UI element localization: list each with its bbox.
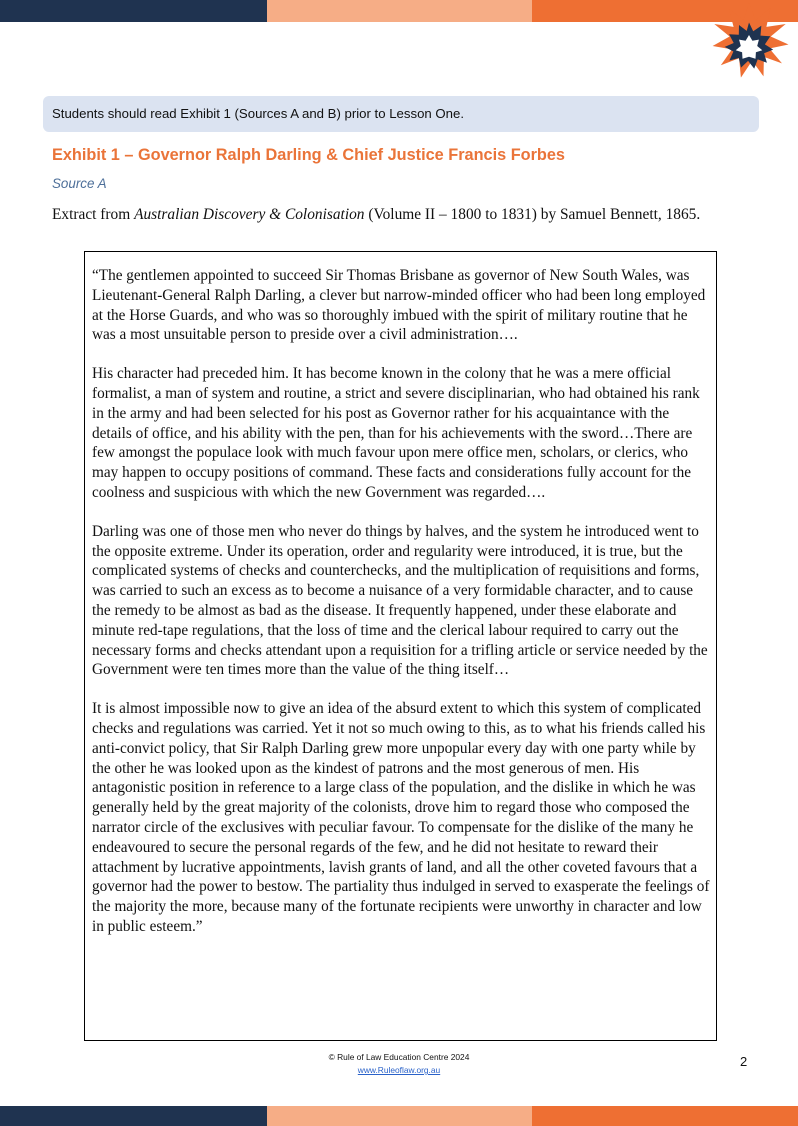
quote-box	[84, 251, 717, 1041]
extract-citation	[52, 205, 752, 225]
starburst-logo-icon	[700, 2, 798, 90]
top-band-navy	[0, 0, 267, 22]
page-number: 2	[740, 1054, 748, 1069]
footer-website-link[interactable]: www.Ruleoflaw.org.au	[357, 1065, 441, 1075]
source-label: Source A	[52, 176, 107, 191]
quote-paragraph-1: “The gentlemen appointed to succeed Sir Thomas Brisbane as governor of New South Wales, was Lieutenant-General Ralph Darling, a clever but narrow-minded officer who had been long employed at the Horse Guards, and who was so thoroughly imbued with the spirit of military routine that he was a most unsuitable person to preside over a civil administration….	[92, 267, 706, 344]
exhibit-heading: Exhibit 1 – Governor Ralph Darling & Chief Justice Francis Forbes	[52, 146, 565, 164]
top-band-peach	[267, 0, 532, 22]
bottom-band-peach	[267, 1106, 532, 1126]
bottom-band-navy	[0, 1106, 267, 1126]
bottom-band-orange	[532, 1106, 798, 1126]
reading-instruction-note: Students should read Exhibit 1 (Sources A and B) prior to Lesson One.	[43, 96, 759, 132]
quote-paragraph-4: It is almost impossible now to give an idea of the absurd extent to which this system of complicated checks and regulations was carried. Yet it not so much owing to this, as to what his friends called his anti-convict policy, that Sir Ralph Darling grew more unpopular every day with one party while by the other he was looked upon as the kindest of patrons and the most generous of men. His antagonistic position in reference to a large class of the population, and the dislike in which he was generally held by the great majority of the colonists, drove him to regard those who composed the narrator circle of the exclusives with peculiar favour. To compensate for the dislike of the many he endeavoured to secure the personal regards of the few, and he did not hesitate to reward their attachment by lucrative appointments, lavish grants of land, and all the other coveted favours that a governor had the power to bestow. The partiality thus indulged in served to exasperate the feelings of the majority the more, because many of the fortunate recipients were unworthy in character and low in public esteem.”	[92, 700, 710, 935]
extract-prefix: Extract from	[52, 206, 135, 223]
book-title: Australian Discovery & Colonisation	[134, 206, 365, 223]
quote-paragraph-2: His character had preceded him. It has become known in the colony that he was a mere official formalist, a man of system and routine, a strict and severe disciplinarian, who had obtained his rank in the army and had been selected for his post as Governor rather for his acquaintance with the details of office, and his ability with the pen, than for his achievements with the sword…There are few amongst the populace look with much favour upon mere office men, scholars, or clerics, who may happen to occupy positions of command. These facts and considerations fully account for the coolness and suspicious with which the new Government was regarded….	[92, 365, 700, 501]
extract-suffix: (Volume II – 1800 to 1831) by Samuel Bennett, 1865.	[364, 206, 701, 223]
quote-paragraph-3: Darling was one of those men who never do things by halves, and the system he introduced went to the opposite extreme. Under its operation, order and regularity were introduced, it is true, but the complicated systems of checks and counterchecks, and the multiplication of requisitions and forms, was carried to such an excess as to become a nuisance of a very formidable character, and to cause the remedy to be almost as bad as the disease. It frequently happened, under these elaborate and minute red-tape regulations, that the loss of time and the clerical labour required to carry out the necessary forms and checks attendant upon a requisition for a trifling article or service needed by the Government were ten times more than the value of the thing itself…	[92, 522, 708, 679]
footer-copyright: © Rule of Law Education Centre 2024	[328, 1052, 470, 1062]
